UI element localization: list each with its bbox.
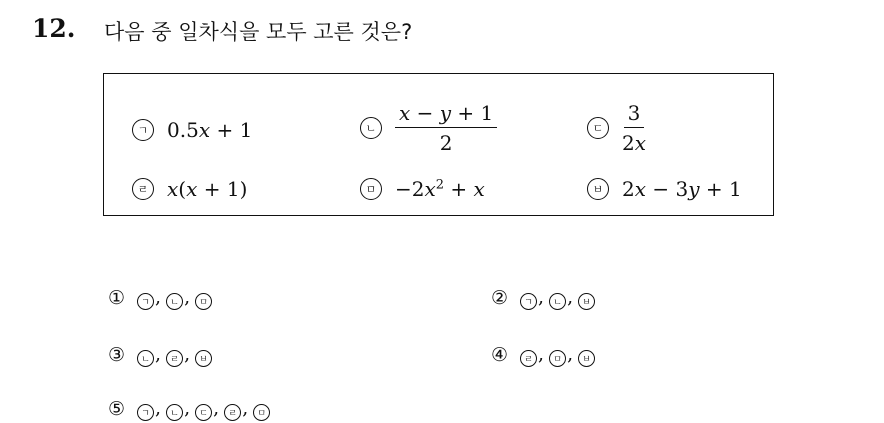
expression-text: 0.5x + 1 [167, 118, 253, 142]
choice-options: ㄱ , ㄴ , ㄷ , ㄹ , ㅁ [137, 397, 270, 421]
choice-options: ㄴ , ㄹ , ㅂ [137, 343, 212, 367]
fraction [395, 101, 497, 155]
marker-circle: ㄱ [132, 119, 154, 141]
expression-item-1 [132, 118, 252, 142]
marker-circle: ㅁ [360, 178, 382, 200]
choice-number: ⑤ [108, 398, 126, 420]
choice-options: ㄱ , ㄴ , ㅂ [520, 286, 595, 310]
choice-1[interactable] [108, 286, 212, 310]
denominator: 2x [622, 131, 647, 155]
expression-text: $-2x^2 + x$ [395, 177, 485, 201]
expression-text: 2x − 3y + 1 [622, 177, 742, 201]
choice-options: ㄱ , ㄴ , ㅁ [137, 286, 212, 310]
choice-number: ① [108, 287, 126, 309]
expression-text: x(x + 1) [167, 177, 248, 201]
expression-item-6 [587, 177, 742, 201]
choice-number: ② [491, 287, 509, 309]
choice-5[interactable] [108, 397, 270, 421]
choice-number: ③ [108, 344, 126, 366]
question-number: 12. [32, 14, 76, 43]
numerator: 3 [624, 101, 645, 128]
choice-2[interactable] [491, 286, 595, 310]
expression-box [103, 73, 774, 216]
choice-4[interactable] [491, 343, 595, 367]
marker-circle: ㄹ [132, 178, 154, 200]
marker-circle: ㄷ [587, 117, 609, 139]
marker-circle: ㅂ [587, 178, 609, 200]
marker-circle: ㄴ [360, 117, 382, 139]
expression-item-5 [360, 177, 485, 201]
choice-number: ④ [491, 344, 509, 366]
choice-options: ㄹ , ㅁ , ㅂ [520, 343, 595, 367]
question-text: 다음 중 일차식을 모두 고른 것은? [104, 20, 413, 44]
denominator: 2 [439, 131, 453, 155]
expression-item-3 [587, 101, 646, 155]
numerator: x − y + 1 [395, 101, 497, 128]
fraction [622, 101, 646, 155]
expression-item-2 [360, 101, 497, 155]
expression-item-4 [132, 177, 247, 201]
choice-3[interactable] [108, 343, 212, 367]
